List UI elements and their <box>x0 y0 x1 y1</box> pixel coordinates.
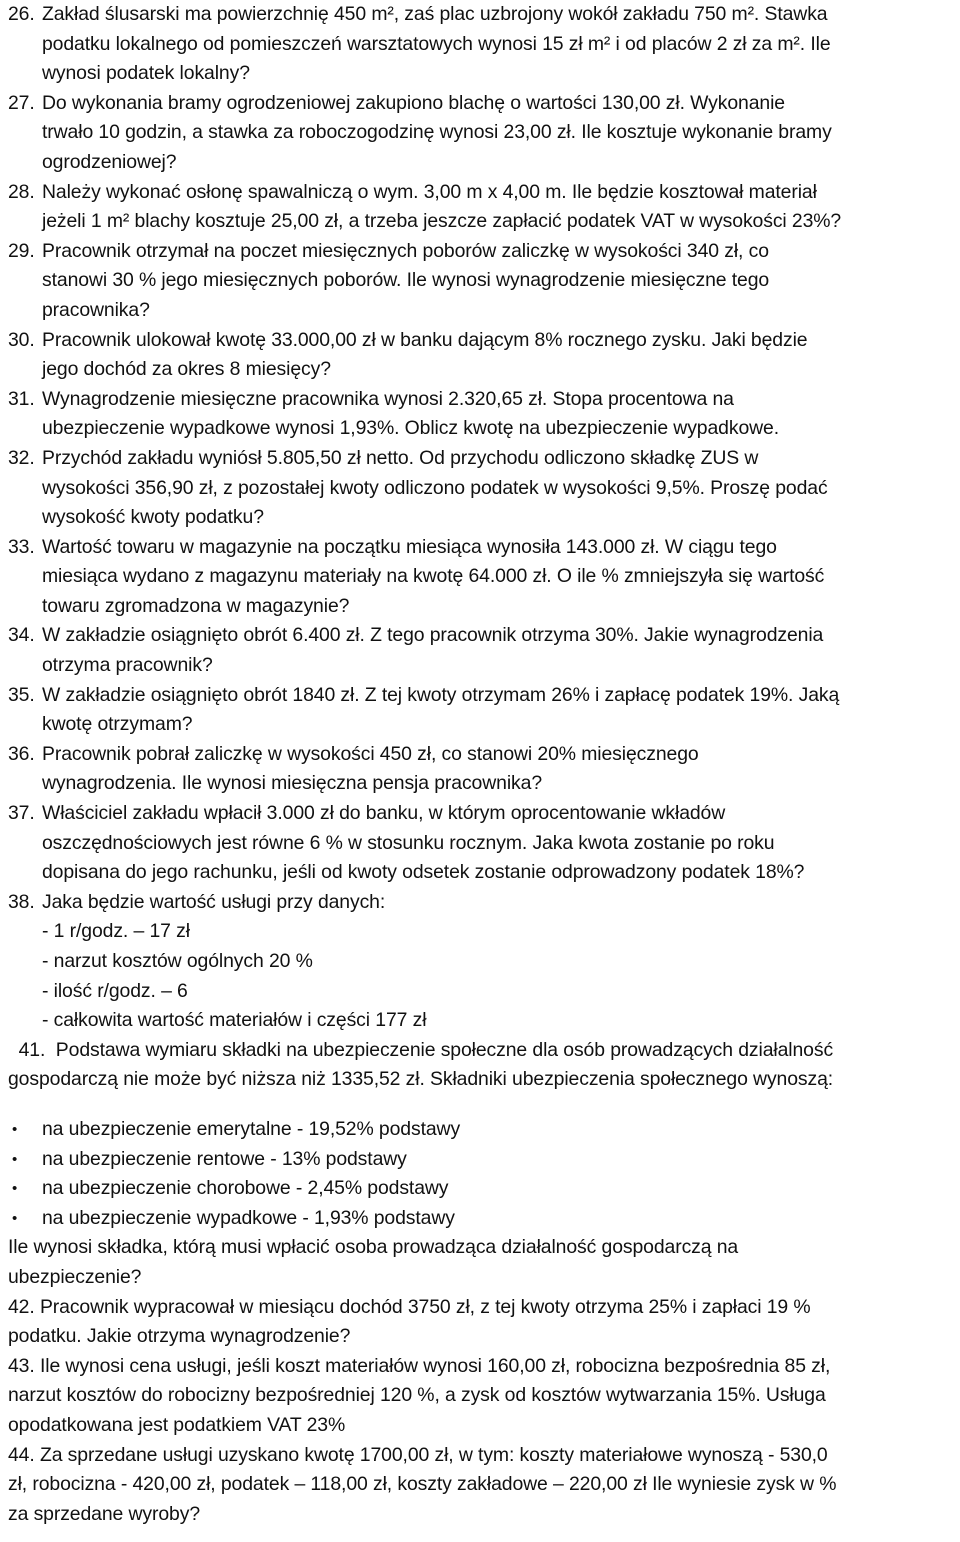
exercise-line: podatku. Jakie otrzyma wynagrodzenie? <box>8 1325 351 1348</box>
exercise-41-bullet-list <box>8 1115 954 1233</box>
exercise-text: Wartość towaru w magazynie na początku miesiąca wynosiła 143.000 zł. W ciągu tego <box>42 535 777 558</box>
exercise-line <box>8 829 954 859</box>
exercise-number: 28. <box>8 180 35 203</box>
exercise-line <box>8 799 954 829</box>
exercise-text: ogrodzeniowej? <box>42 150 177 173</box>
exercise-line <box>8 977 954 1007</box>
exercise-line <box>8 533 954 563</box>
exercise-text: jeżeli 1 m² blachy kosztuje 25,00 zł, a trzeba jeszcze zapłacić podatek VAT w wysokości 23%? <box>42 210 842 233</box>
exercise-line <box>8 444 954 474</box>
exercise-number: 27. <box>8 91 35 114</box>
exercise-text: miesiąca wydano z magazynu materiały na kwotę 64.000 zł. O ile % zmniejszyła się wartość <box>42 565 825 588</box>
exercise-41-intro <box>8 1036 954 1095</box>
exercise-line: 43. Ile wynosi cena usługi, jeśli koszt materiałów wynosi 160,00 zł, robocizna bezpośrednia 85 zł, <box>8 1354 831 1377</box>
exercise-text: kwotę otrzymam? <box>42 713 193 736</box>
exercise-line: zł, robocizna - 420,00 zł, podatek – 118,00 zł, koszty zakładowe – 220,00 zł Ile wyniesie zysk w % <box>8 1473 837 1496</box>
exercise-line <box>8 740 954 770</box>
exercise-text: trwało 10 godzin, a stawka za roboczogodzinę wynosi 23,00 zł. Ile kosztuje wykonanie bramy <box>42 121 832 144</box>
exercise-text: Pracownik otrzymał na poczet miesięcznych poborów zaliczkę w wysokości 340 zł, co <box>42 239 769 262</box>
exercise-text: Do wykonania bramy ogrodzeniowej zakupiono blachę o wartości 130,00 zł. Wykonanie <box>42 91 785 114</box>
exercise-line <box>8 917 954 947</box>
bullet-text: na ubezpieczenie chorobowe - 2,45% podstawy <box>42 1177 449 1200</box>
exercise-line: 42. Pracownik wypracował w miesiącu dochód 3750 zł, z tej kwoty otrzyma 25% i zapłaci 19 % <box>8 1295 811 1318</box>
exercise-number: 30. <box>8 328 35 351</box>
exercise-text: Jaka będzie wartość usługi przy danych: <box>42 890 386 913</box>
exercise-item <box>8 681 954 740</box>
exercise-line <box>8 621 954 651</box>
exercise-line <box>8 474 954 504</box>
exercise-item <box>8 385 954 444</box>
exercise-41 <box>8 1036 954 1293</box>
exercise-line <box>8 414 954 444</box>
bullet-dot-icon: • <box>12 1209 18 1227</box>
exercise-item <box>8 740 954 799</box>
exercise-text: wynagrodzenia. Ile wynosi miesięczna pensja pracownika? <box>42 772 543 795</box>
exercise-item <box>8 178 954 237</box>
exercise-text: otrzyma pracownik? <box>42 654 213 677</box>
exercise-line: 44. Za sprzedane usługi uzyskano kwotę 1700,00 zł, w tym: koszty materiałowe wynoszą - 530,0 <box>8 1443 828 1466</box>
exercise-text: - narzut kosztów ogólnych 20 % <box>42 950 313 972</box>
exercise-line: ubezpieczenie? <box>8 1265 142 1288</box>
exercise-line: opodatkowana jest podatkiem VAT 23% <box>8 1413 346 1436</box>
exercise-number: 32. <box>8 446 35 469</box>
exercise-text: jego dochód za okres 8 miesięcy? <box>42 358 331 381</box>
exercise-text: Należy wykonać osłonę spawalniczą o wym. 3,00 m x 4,00 m. Ile będzie kosztował materiał <box>42 180 817 203</box>
exercise-item <box>8 237 954 326</box>
exercise-item <box>8 888 954 1036</box>
bullet-text: na ubezpieczenie wypadkowe - 1,93% podstawy <box>42 1206 455 1229</box>
exercise-text: - całkowita wartość materiałów i części 177 zł <box>42 1009 427 1032</box>
exercise-item <box>8 799 954 888</box>
exercise-text: Przychód zakładu wyniósł 5.805,50 zł netto. Od przychodu odliczono składkę ZUS w <box>42 446 759 469</box>
exercise-line <box>8 118 954 148</box>
exercise-number: 33. <box>8 535 35 558</box>
exercise-text: towaru zgromadzona w magazynie? <box>42 594 350 617</box>
bullet-item <box>8 1115 954 1145</box>
exercise-line: za sprzedane wyroby? <box>8 1502 201 1525</box>
exercise-line <box>8 562 954 592</box>
exercise-text: Pracownik ulokował kwotę 33.000,00 zł w banku dającym 8% rocznego zysku. Jaki będzie <box>42 328 808 351</box>
exercise-line <box>8 355 954 385</box>
exercise-line <box>8 326 954 356</box>
exercise-line <box>8 89 954 119</box>
exercise-text: - ilość r/godz. – 6 <box>42 979 188 1002</box>
numbered-exercises <box>8 0 954 1036</box>
exercise-line: gospodarczą nie może być niższa niż 1335,52 zł. Składniki ubezpieczenia społecznego wynoszą: <box>8 1068 834 1091</box>
exercise-item <box>8 444 954 533</box>
exercise-text: W zakładzie osiągnięto obrót 1840 zł. Z tej kwoty otrzymam 26% i zapłacę podatek 19%. Jaką <box>42 683 840 706</box>
exercise-text: wysokość kwoty podatku? <box>42 506 264 529</box>
exercise-line: Ile wynosi składka, którą musi wpłacić osoba prowadząca działalność gospodarczą na <box>8 1236 739 1259</box>
exercise-line <box>8 266 954 296</box>
bullet-item <box>8 1204 954 1234</box>
exercise-line <box>8 710 954 740</box>
exercise-item <box>8 0 954 89</box>
remaining-exercises <box>8 1293 954 1530</box>
exercise-line <box>8 59 954 89</box>
exercise-line <box>8 503 954 533</box>
exercise-line <box>8 1006 954 1036</box>
exercise-text: oszczędnościowych jest równe 6 % w stosunku rocznym. Jaka kwota zostanie po roku <box>42 831 775 854</box>
exercise-line <box>8 651 954 681</box>
bullet-text: na ubezpieczenie emerytalne - 19,52% podstawy <box>42 1117 461 1140</box>
exercise-number: 26. <box>8 3 35 25</box>
bullet-dot-icon: • <box>12 1150 18 1168</box>
exercise-text: Pracownik pobrał zaliczkę w wysokości 450 zł, co stanowi 20% miesięcznego <box>42 742 699 765</box>
exercise-text: wysokości 356,90 zł, z pozostałej kwoty odliczono podatek w wysokości 9,5%. Proszę podać <box>42 476 828 499</box>
exercise-item <box>8 621 954 680</box>
exercise-line <box>8 858 954 888</box>
exercise-line <box>8 769 954 799</box>
exercise-line <box>8 30 954 60</box>
exercise-text: W zakładzie osiągnięto obrót 6.400 zł. Z tego pracownik otrzyma 30%. Jakie wynagrodzenia <box>42 624 824 647</box>
exercise-line <box>8 592 954 622</box>
exercise-line <box>8 148 954 178</box>
exercise-text: stanowi 30 % jego miesięcznych poborów. Ile wynosi wynagrodzenie miesięczne tego <box>42 269 770 292</box>
exercise-number: 29. <box>8 239 35 262</box>
exercise-line <box>8 888 954 918</box>
bullet-dot-icon: • <box>12 1180 18 1198</box>
exercise-text: pracownika? <box>42 298 150 321</box>
bullet-item <box>8 1174 954 1204</box>
exercise-text: ubezpieczenie wypadkowe wynosi 1,93%. Oblicz kwotę na ubezpieczenie wypadkowe. <box>42 417 780 440</box>
exercise-item <box>8 326 954 385</box>
exercise-line <box>8 207 954 237</box>
exercise-text: Zakład ślusarski ma powierzchnię 450 m², zaś plac uzbrojony wokół zakładu 750 m². Stawka <box>42 3 828 25</box>
exercise-text: podatku lokalnego od pomieszczeń warsztatowych wynosi 15 zł m² i od placów 2 zł za m². Ile <box>42 32 831 55</box>
exercise-line <box>8 385 954 415</box>
exercise-number: 35. <box>8 683 35 706</box>
exercise-line <box>8 681 954 711</box>
exercise-text: Wynagrodzenie miesięczne pracownika wynosi 2.320,65 zł. Stopa procentowa na <box>42 387 734 410</box>
exercise-41-question <box>8 1233 954 1292</box>
exercise-number: 38. <box>8 890 35 913</box>
exercise-line <box>8 947 954 977</box>
bullet-item <box>8 1145 954 1175</box>
exercise-number: 37. <box>8 802 35 825</box>
exercise-number: 34. <box>8 624 35 647</box>
exercise-line: narzut kosztów do robocizny bezpośredniej 120 %, a zysk od kosztów wytwarzania 15%. Usługa <box>8 1384 826 1407</box>
exercise-item <box>8 533 954 622</box>
exercise-line: 41. Podstawa wymiaru składki na ubezpieczenie społeczne dla osób prowadzących działalność <box>8 1038 834 1061</box>
exercise-text: wynosi podatek lokalny? <box>42 62 250 85</box>
bullet-text: na ubezpieczenie rentowe - 13% podstawy <box>42 1147 407 1170</box>
exercise-text: - 1 r/godz. – 17 zł <box>42 920 190 943</box>
exercise-number: 31. <box>8 387 35 410</box>
exercise-line <box>8 178 954 208</box>
exercise-text: Właściciel zakładu wpłacił 3.000 zł do banku, w którym oprocentowanie wkładów <box>42 802 726 825</box>
exercise-line <box>8 237 954 267</box>
exercise-text: dopisana do jego rachunku, jeśli od kwoty odsetek zostanie odprowadzony podatek 18%? <box>42 861 805 884</box>
exercise-line <box>8 296 954 326</box>
exercise-line <box>8 0 954 30</box>
bullet-dot-icon: • <box>12 1120 18 1138</box>
exercise-item <box>8 89 954 178</box>
exercise-number: 36. <box>8 742 35 765</box>
